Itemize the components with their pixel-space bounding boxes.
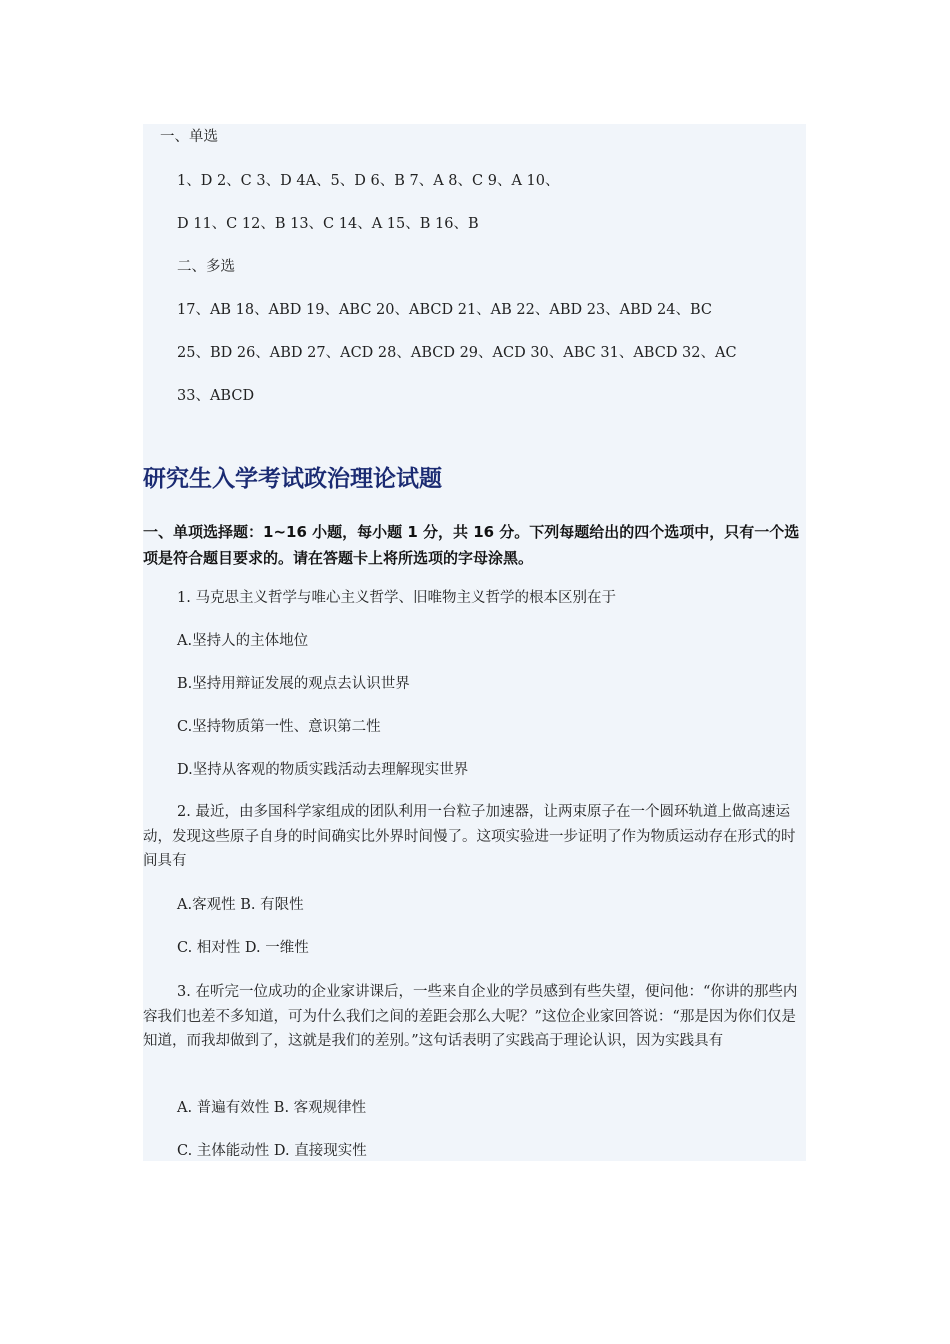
single-choice-heading: 一、单选 — [160, 129, 218, 145]
question-2-stem: 2. 最近，由多国科学家组成的团队利用一台粒子加速器，让两束原子在一个圆环轨道上做高速运动，发现这些原子自身的时间确实比外界时间慢了。这项实验进一步证明了作为物质运动存在形式的时间具有 — [143, 804, 796, 869]
single-answers-row-2: D 11、C 12、B 13、C 14、A 15、B 16、B — [177, 216, 479, 232]
question-1-option-d: D.坚持从客观的物质实践活动去理解现实世界 — [177, 762, 469, 778]
multi-answers-row-3: 33、ABCD — [177, 388, 255, 404]
question-3-options-ab: A. 普遍有效性 B. 客观规律性 — [177, 1100, 367, 1116]
question-2-options-ab: A.客观性 B. 有限性 — [177, 897, 304, 913]
question-1-option-c: C.坚持物质第一性、意识第二性 — [177, 719, 381, 735]
multi-choice-heading: 二、多选 — [177, 259, 235, 275]
multi-answers-row-1: 17、AB 18、ABD 19、ABC 20、ABCD 21、AB 22、ABD 23、ABD 24、BC — [177, 302, 713, 318]
single-answers-row-1: 1、D 2、C 3、D 4A、5、D 6、B 7、A 8、C 9、A 10、 — [177, 173, 560, 189]
question-1-stem: 1. 马克思主义哲学与唯心主义哲学、旧唯物主义哲学的根本区别在于 — [177, 590, 616, 606]
multi-answers-row-2: 25、BD 26、ABD 27、ACD 28、ABCD 29、ACD 30、ABC 31、ABCD 32、AC — [177, 345, 737, 361]
question-3-stem: 3. 在听完一位成功的企业家讲课后，一些来自企业的学员感到有些失望，便问他：“你讲的那些内容我们也差不多知道，可为什么我们之间的差距会那么大呢？”这位企业家回答说：“那是因为你们仅是知道，而我却做到了，这就是我们的差别。”这句话表明了实践高于理论认识，因为实践具有 — [143, 984, 798, 1049]
question-1-option-a: A.坚持人的主体地位 — [177, 633, 309, 649]
question-2-options-cd: C. 相对性 D. 一维性 — [177, 940, 309, 956]
section-instruction: 一、单项选择题：1~16 小题，每小题 1 分，共 16 分。下列每题给出的四个选项中，只有一个选项是符合题目要求的。请在答题卡上将所选项的字母涂黑。 — [143, 523, 800, 567]
exam-title: 研究生入学考试政治理论试题 — [143, 466, 442, 492]
question-3-options-cd: C. 主体能动性 D. 直接现实性 — [177, 1143, 367, 1159]
question-1-option-b: B.坚持用辩证发展的观点去认识世界 — [177, 676, 410, 692]
